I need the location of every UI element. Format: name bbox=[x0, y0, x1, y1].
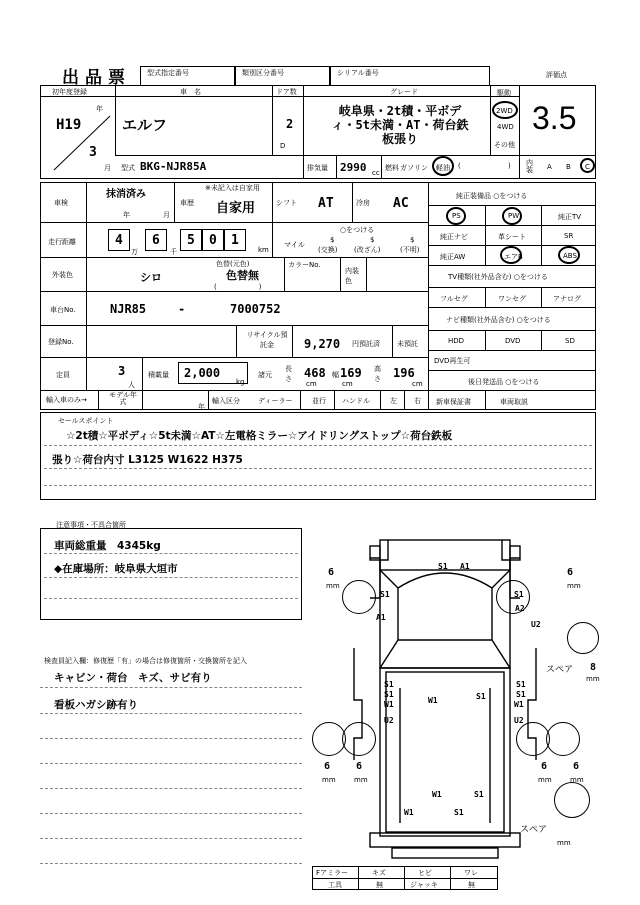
mark-s1-a: S1 bbox=[438, 562, 448, 571]
month-suffix: 月 bbox=[104, 164, 111, 172]
spare2-mm: mm bbox=[557, 839, 571, 847]
mileage-sen: 千 bbox=[170, 248, 177, 256]
tv-oneseg: ワンセグ bbox=[498, 295, 526, 303]
recycle-label: リサイクル預託金 bbox=[246, 331, 288, 349]
equip-pw-circle bbox=[502, 207, 522, 225]
disp-label: 排気量 bbox=[307, 164, 328, 172]
mark-s1-e: S1 bbox=[384, 690, 394, 699]
fuel-close: ) bbox=[508, 162, 511, 170]
mileage-digit-5: 1 bbox=[224, 229, 246, 251]
equipment-title: 純正装備品 ○をつける bbox=[456, 192, 528, 200]
tire-front-left bbox=[342, 580, 376, 614]
mark-u2-c: U2 bbox=[514, 716, 524, 725]
wid-label: 幅 bbox=[332, 371, 339, 379]
mark-s1-i: S1 bbox=[474, 790, 484, 799]
first-reg-month: 3 bbox=[89, 145, 97, 160]
import-year-suffix: 年 bbox=[198, 403, 205, 411]
drive-label: 駆動 bbox=[497, 89, 511, 97]
drive-2wd-circle bbox=[492, 101, 518, 119]
model-value: BKG-NJR85A bbox=[140, 160, 207, 173]
legend-v1: 工具 bbox=[328, 881, 342, 889]
hgt-label: 高さ bbox=[374, 365, 381, 383]
mark-s1-f: S1 bbox=[476, 692, 486, 701]
equip-ps: PS bbox=[452, 212, 461, 220]
tire-rear-left-inner bbox=[342, 722, 376, 756]
tire-mm-fr: mm bbox=[567, 582, 581, 590]
equip-sr: SR bbox=[564, 232, 574, 240]
aircon-label: 冷房 bbox=[356, 199, 370, 207]
spare1-value: 8 bbox=[590, 662, 597, 673]
manual: 車両取説 bbox=[500, 398, 528, 406]
legend-h1: Fアミラー bbox=[316, 869, 349, 877]
equip-pw: PW bbox=[508, 212, 520, 220]
handle-left: 左 bbox=[390, 397, 397, 405]
tv-type-title: TV種類(社外品含む) ○をつける bbox=[448, 273, 548, 281]
usage-label: 車歴 bbox=[180, 199, 194, 207]
notes-label: 注意事項・不具合箇所 bbox=[56, 521, 126, 529]
meter-3b: (不明) bbox=[400, 246, 420, 254]
rating-label: 評価点 bbox=[546, 71, 567, 79]
color-no-label: カラーNo. bbox=[288, 261, 321, 269]
page-title: 出品票 bbox=[62, 68, 131, 88]
meter-3: $ bbox=[410, 236, 415, 244]
spare1-label: スペア bbox=[546, 665, 574, 675]
car-name-value: エルフ bbox=[122, 116, 168, 134]
reg-no-label: 登録No. bbox=[48, 338, 74, 346]
hgt-value: 196 bbox=[393, 366, 415, 380]
spare-tire-1 bbox=[567, 622, 599, 654]
mark-w1-c: W1 bbox=[514, 700, 524, 709]
chassis-label: 車台No. bbox=[50, 306, 76, 314]
truck-diagram bbox=[310, 528, 610, 868]
navi-dvd: DVD bbox=[505, 337, 521, 345]
mileage-digit-1: 4 bbox=[108, 229, 130, 251]
model-year-label: モデル年式 bbox=[109, 391, 137, 406]
chassis-dash: - bbox=[178, 302, 186, 316]
legend-h2: キズ bbox=[372, 869, 386, 877]
tire-reading-rri: 6 bbox=[541, 761, 548, 772]
tire-mm-rri: mm bbox=[538, 776, 552, 784]
import-label: 輸入車のみ→ bbox=[46, 396, 87, 404]
usage-note: ※未記入は自家用 bbox=[205, 184, 260, 192]
navi-type-title: ナビ種類(社外品含む) ○をつける bbox=[446, 316, 551, 324]
handle-label: ハンドル bbox=[342, 397, 370, 405]
spare2-label: スペア bbox=[520, 825, 548, 835]
car-name-label: 車 名 bbox=[180, 88, 201, 96]
mark-a1-b: A1 bbox=[376, 613, 386, 622]
mark-w1-e: W1 bbox=[404, 808, 414, 817]
shaken-value: 抹消済み bbox=[106, 189, 146, 200]
dealer: ディーラー bbox=[258, 397, 293, 405]
meter-mark-label: ○をつける bbox=[340, 226, 375, 234]
meter-2b: (改ざん) bbox=[354, 246, 381, 254]
doors-d: D bbox=[280, 142, 286, 150]
selling-line-2: 張り☆荷台内寸 L3125 W1622 H375 bbox=[52, 454, 243, 466]
interior-c: C bbox=[585, 163, 590, 171]
legend-h3: ヒビ bbox=[418, 869, 432, 877]
first-reg-year: H19 bbox=[56, 117, 82, 133]
tv-analog: アナログ bbox=[553, 295, 581, 303]
mileage-digit-3: 5 bbox=[180, 229, 202, 251]
navi-sd: SD bbox=[565, 337, 575, 345]
shaken-year: 年 bbox=[123, 211, 130, 219]
fuel-gas: ガソリン bbox=[400, 164, 428, 172]
equip-navi: 純正ナビ bbox=[440, 233, 468, 241]
inspector-line-2: 看板ハガシ跡有り bbox=[54, 699, 138, 711]
dvd-play: DVD再生可 bbox=[434, 357, 471, 365]
mark-s1-h: S1 bbox=[516, 690, 526, 699]
drive-other: その他 bbox=[494, 141, 515, 149]
meter-1: $ bbox=[330, 236, 335, 244]
legend-v4: 無 bbox=[468, 881, 475, 889]
tire-rear-right-outer bbox=[546, 722, 580, 756]
legend-v2: 無 bbox=[376, 881, 383, 889]
equip-leather: 革シート bbox=[498, 233, 526, 241]
shift-label: シフト bbox=[276, 199, 297, 207]
inspector-label: 検査員記入欄：修復歴「有」の場合は修復箇所・交換箇所を記入 bbox=[44, 657, 247, 665]
model-label: 型式 bbox=[121, 164, 135, 172]
len-cm: cm bbox=[306, 380, 317, 388]
navi-hdd: HDD bbox=[448, 337, 465, 345]
fuel-label: 燃料 bbox=[385, 164, 399, 172]
class-box: 類別区分番号 bbox=[235, 66, 330, 86]
notes-gvw: 車両総重量 4345kg bbox=[54, 540, 161, 552]
mark-w1-b: W1 bbox=[428, 696, 438, 705]
mark-u2-a: U2 bbox=[531, 620, 541, 629]
len-label: 長さ bbox=[285, 365, 292, 383]
import-type-label: 輸入区分 bbox=[212, 397, 240, 405]
fuel-diesel: 軽油 bbox=[436, 164, 450, 172]
model-cert-box: 型式指定番号 bbox=[140, 66, 235, 86]
tire-reading-fr: 6 bbox=[567, 567, 574, 578]
spare1-mm: mm bbox=[586, 675, 600, 683]
serial-box: シリアル番号 bbox=[330, 66, 490, 86]
mark-u2-b: U2 bbox=[384, 716, 394, 725]
tire-mm-rro: mm bbox=[570, 776, 584, 784]
notes-location: ◆在庫場所：岐阜県大垣市 bbox=[54, 563, 178, 575]
load-value: 2,000 bbox=[184, 366, 221, 380]
first-reg-label: 初年度登録 bbox=[52, 88, 87, 96]
shaken-month: 月 bbox=[163, 211, 170, 219]
aftermarket-title: 後日発送品 ○をつける bbox=[468, 378, 540, 386]
spare-tire-2 bbox=[554, 782, 590, 818]
tire-reading-rlo: 6 bbox=[324, 761, 331, 772]
ext-color-label: 外装色 bbox=[52, 271, 73, 279]
ext-color-value: シロ bbox=[140, 271, 162, 284]
capacity-unit: 人 bbox=[128, 381, 135, 389]
wid-cm: cm bbox=[342, 380, 353, 388]
interior-label: 内装 bbox=[526, 159, 533, 174]
tire-rear-right-inner bbox=[516, 722, 550, 756]
interior-b: B bbox=[566, 163, 571, 171]
mark-s1-c: S1 bbox=[514, 590, 524, 599]
recycle-paid: 円預託済 bbox=[352, 340, 380, 348]
mark-a2: A2 bbox=[515, 604, 525, 613]
tire-reading-fl: 6 bbox=[328, 567, 335, 578]
chassis-value-1: NJR85 bbox=[110, 302, 147, 316]
usage-value: 自家用 bbox=[216, 201, 256, 216]
drive-2wd: 2WD bbox=[496, 107, 513, 115]
equip-aw: 純正AW bbox=[440, 253, 466, 261]
tire-rear-left-outer bbox=[312, 722, 346, 756]
wid-value: 169 bbox=[340, 366, 362, 380]
disp-value: 2990 bbox=[340, 161, 367, 174]
fuel-diesel-circle bbox=[432, 156, 454, 176]
mark-s1-b: S1 bbox=[380, 590, 390, 599]
inspector-line-1: キャビン・荷台 キズ、サビ有り bbox=[54, 672, 212, 684]
doors-value: 2 bbox=[286, 117, 294, 131]
equip-abs: ABS bbox=[563, 252, 577, 260]
tire-reading-rro: 6 bbox=[573, 761, 580, 772]
int-color-label: 内装色 bbox=[345, 267, 359, 285]
warranty: 新車保証書 bbox=[436, 398, 471, 406]
equip-ps-circle bbox=[446, 207, 466, 225]
shift-value: AT bbox=[318, 196, 334, 211]
dims-label: 諸元 bbox=[258, 371, 272, 379]
meter-2: $ bbox=[370, 236, 375, 244]
recycle-unpaid: 未預託 bbox=[397, 340, 418, 348]
mileage-label: 走行距離 bbox=[48, 238, 76, 246]
fuel-open: ( bbox=[458, 162, 461, 170]
parallel: 並行 bbox=[312, 397, 326, 405]
tire-mm-fl: mm bbox=[326, 582, 340, 590]
mileage-digit-4: 0 bbox=[202, 229, 224, 251]
color-change-value: 色替無 bbox=[226, 269, 259, 282]
disp-unit: cc bbox=[372, 169, 380, 177]
capacity-label: 定員 bbox=[56, 371, 70, 379]
shaken-label: 車検 bbox=[54, 199, 68, 207]
mark-s1-d: S1 bbox=[384, 680, 394, 689]
selling-label: セールスポイント bbox=[58, 417, 114, 425]
hgt-cm: cm bbox=[412, 380, 423, 388]
mileage-digit-2: 6 bbox=[145, 229, 167, 251]
tire-mm-rli: mm bbox=[354, 776, 368, 784]
handle-right: 右 bbox=[414, 397, 421, 405]
interior-a: A bbox=[547, 163, 552, 171]
mileage-km: km bbox=[258, 246, 269, 254]
grade-label: グレード bbox=[390, 88, 418, 96]
score-value: 3.5 bbox=[532, 100, 577, 136]
mark-s1-j: S1 bbox=[454, 808, 464, 817]
drive-4wd: 4WD bbox=[497, 123, 514, 131]
load-label: 積載量 bbox=[148, 371, 169, 379]
grade-value: 岐阜県・2t積・平ボディ・5t未満・AT・荷台鉄板張り bbox=[331, 104, 469, 146]
selling-line-1: ☆2t積☆平ボディ☆5t未満☆AT☆左電格ミラー☆アイドリングストップ☆荷台鉄板 bbox=[66, 430, 453, 442]
equip-tv: 純正TV bbox=[558, 213, 582, 221]
tire-mm-rlo: mm bbox=[322, 776, 336, 784]
equip-ab: エアB bbox=[504, 253, 523, 261]
mark-s1-g: S1 bbox=[516, 680, 526, 689]
chassis-value-2: 7000752 bbox=[230, 302, 281, 316]
mark-w1-a: W1 bbox=[384, 700, 394, 709]
load-unit: kg bbox=[236, 378, 245, 386]
legend-v3: ジャッキ bbox=[410, 881, 438, 889]
len-value: 468 bbox=[304, 366, 326, 380]
equip-abs-circle bbox=[558, 246, 580, 264]
color-change-label: 色替(元色) bbox=[216, 260, 250, 268]
mile-label: マイル bbox=[284, 241, 305, 249]
doors-label: ドア数 bbox=[276, 88, 297, 96]
tv-fullseg: フルセグ bbox=[440, 295, 468, 303]
equip-ab-circle bbox=[500, 246, 522, 264]
year-suffix: 年 bbox=[96, 105, 103, 113]
meter-1b: (交換) bbox=[318, 246, 338, 254]
aircon-value: AC bbox=[393, 196, 409, 211]
interior-c-circle bbox=[580, 158, 595, 173]
mark-a1-a: A1 bbox=[460, 562, 470, 571]
tire-reading-rli: 6 bbox=[356, 761, 363, 772]
legend-h4: ワレ bbox=[464, 869, 478, 877]
capacity-value: 3 bbox=[118, 364, 126, 378]
recycle-value: 9,270 bbox=[304, 337, 341, 351]
mark-w1-d: W1 bbox=[432, 790, 442, 799]
color-paren: ( ) bbox=[214, 283, 262, 291]
mileage-man: 万 bbox=[131, 248, 138, 256]
